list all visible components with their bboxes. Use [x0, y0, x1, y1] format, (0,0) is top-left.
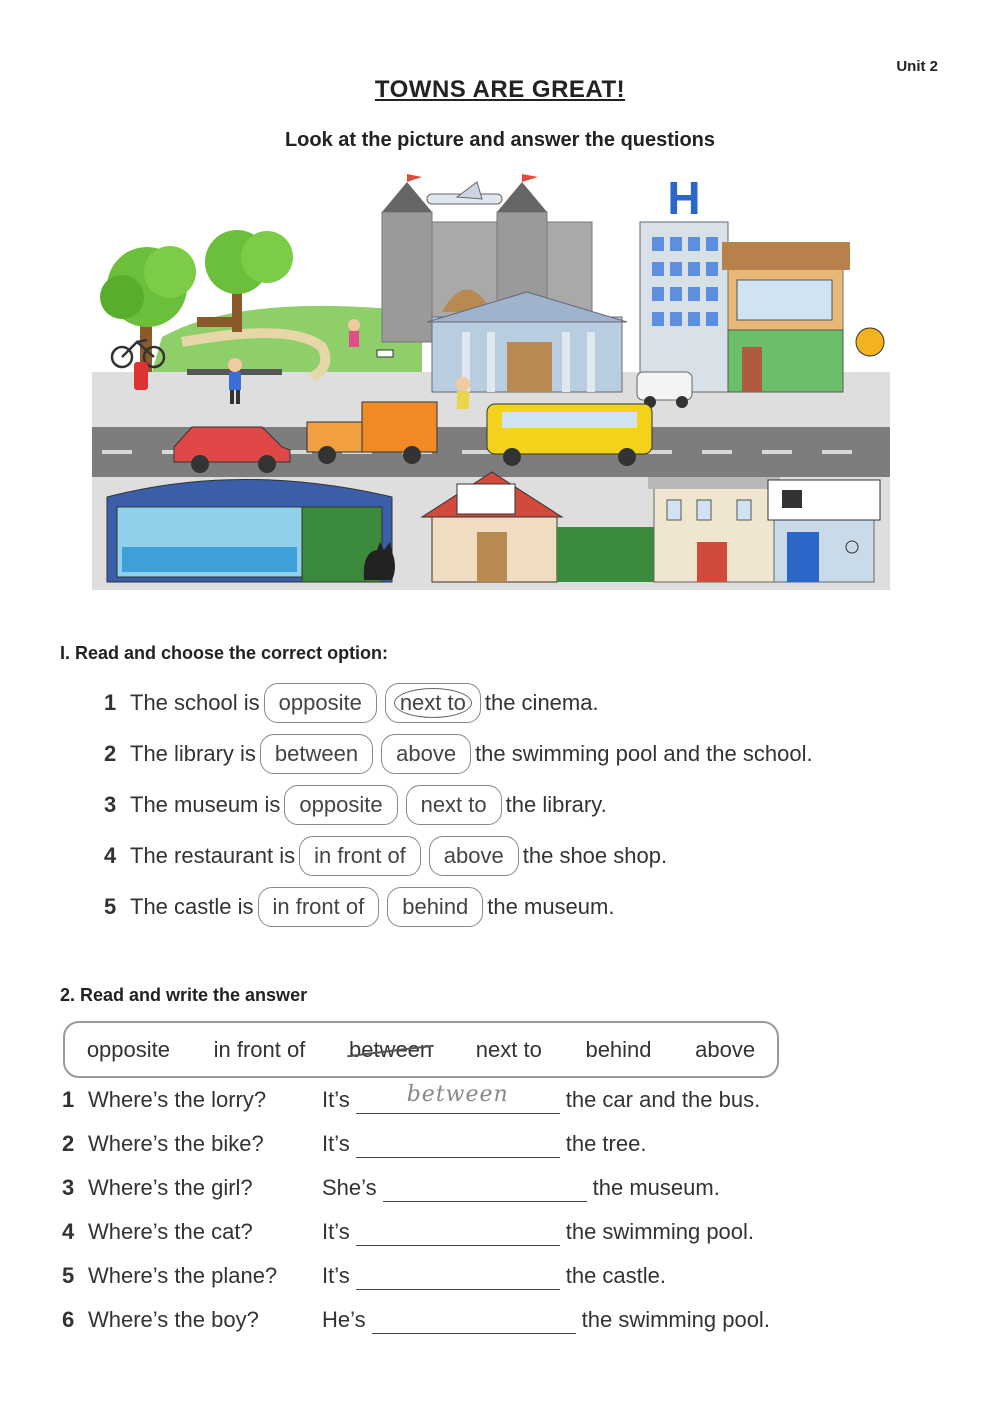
question-number: 3	[62, 1175, 75, 1200]
choice-question	[104, 834, 667, 878]
school-grounds	[557, 527, 657, 582]
option-1-button[interactable]: in front of	[299, 836, 421, 876]
word-bank-item: next to	[475, 1036, 542, 1062]
answer-end: the castle.	[565, 1263, 666, 1288]
restaurant-sign	[856, 328, 884, 356]
answer-subject: It’s	[322, 1219, 350, 1244]
answer-subject: It’s	[322, 1087, 350, 1112]
choice-question	[104, 681, 599, 725]
question-start: The restaurant is	[130, 843, 296, 868]
question-number: 1	[104, 690, 117, 715]
section1-title: I. Read and choose the correct option:	[60, 643, 389, 663]
option-1-button[interactable]: opposite	[264, 683, 377, 723]
post-box	[134, 362, 148, 390]
answer-subject: He’s	[322, 1307, 366, 1332]
answer-blank[interactable]	[356, 1219, 560, 1246]
question-text: Where’s the girl?	[88, 1175, 253, 1200]
question-end: the swimming pool and the school.	[475, 741, 813, 766]
answer-end: the swimming pool.	[565, 1219, 755, 1244]
question-text: Where’s the plane?	[88, 1263, 278, 1288]
section2-title: 2. Read and write the answer	[60, 985, 308, 1005]
answer-question	[62, 1212, 754, 1252]
answer-subject: She’s	[322, 1175, 377, 1200]
school	[648, 477, 780, 582]
word-bank-item: behind	[585, 1036, 652, 1062]
question-text: Where’s the cat?	[88, 1219, 253, 1244]
question-number: 2	[62, 1131, 75, 1156]
choice-question	[104, 885, 614, 929]
town-illustration	[92, 172, 890, 590]
answer-question	[62, 1080, 760, 1120]
question-start: The library is	[130, 741, 256, 766]
option-1-button[interactable]: opposite	[284, 785, 397, 825]
answer-question	[62, 1168, 720, 1208]
option-2-button[interactable]: next to	[406, 785, 502, 825]
answer-blank[interactable]	[356, 1263, 560, 1290]
question-number: 4	[104, 843, 117, 868]
option-2-button-selected[interactable]: next to	[385, 683, 481, 723]
answer-question	[62, 1300, 770, 1340]
choice-question	[104, 732, 813, 776]
option-2-button[interactable]: behind	[387, 887, 483, 927]
answer-subject: It’s	[322, 1131, 350, 1156]
option-2-button[interactable]: above	[381, 734, 471, 774]
question-text: Where’s the lorry?	[88, 1087, 267, 1112]
page-title: TOWNS ARE GREAT!	[374, 76, 626, 103]
word-bank-item: in front of	[213, 1036, 306, 1062]
option-2-button[interactable]: above	[429, 836, 519, 876]
answer-end: the museum.	[592, 1175, 720, 1200]
question-text: Where’s the bike?	[88, 1131, 264, 1156]
answer-blank[interactable]	[356, 1131, 560, 1158]
question-number: 5	[62, 1263, 75, 1288]
word-bank-item-used: between	[348, 1036, 433, 1062]
question-end: the library.	[505, 792, 607, 817]
page-subtitle: Look at the picture and answer the questions	[284, 129, 716, 151]
hospital-sign: H	[667, 172, 701, 224]
question-end: the museum.	[487, 894, 615, 919]
answer-end: the swimming pool.	[581, 1307, 770, 1332]
question-end: the cinema.	[484, 690, 599, 715]
question-number: 5	[104, 894, 117, 919]
question-text: Where’s the boy?	[88, 1307, 259, 1332]
cinema	[768, 480, 880, 582]
question-number: 3	[104, 792, 117, 817]
answer-question	[62, 1256, 666, 1296]
word-bank-item: opposite	[86, 1036, 170, 1062]
girl	[456, 377, 470, 409]
question-number: 1	[62, 1087, 75, 1112]
question-start: The museum is	[130, 792, 281, 817]
answer-subject: It’s	[322, 1263, 350, 1288]
restaurant-building	[722, 242, 850, 392]
option-1-button[interactable]: in front of	[258, 887, 380, 927]
answer-end: the tree.	[565, 1131, 647, 1156]
handwritten-answer: between	[406, 1081, 509, 1107]
question-start: The castle is	[130, 894, 254, 919]
answer-end: the car and the bus.	[565, 1087, 761, 1112]
question-start: The school is	[130, 690, 260, 715]
answer-blank[interactable]	[356, 1081, 560, 1114]
bench	[197, 317, 242, 327]
question-number: 2	[104, 741, 117, 766]
word-bank-item: above	[695, 1036, 756, 1062]
word-bank	[63, 1021, 779, 1078]
answer-blank[interactable]	[372, 1307, 576, 1334]
question-end: the shoe shop.	[522, 843, 668, 868]
choice-question	[104, 783, 607, 827]
option-1-button[interactable]: between	[260, 734, 373, 774]
answer-blank[interactable]	[383, 1175, 587, 1202]
swimming-pool	[107, 480, 392, 583]
answer-question	[62, 1124, 646, 1164]
question-number: 4	[62, 1219, 75, 1244]
question-number: 6	[62, 1307, 75, 1332]
unit-label: Unit 2	[896, 58, 938, 75]
